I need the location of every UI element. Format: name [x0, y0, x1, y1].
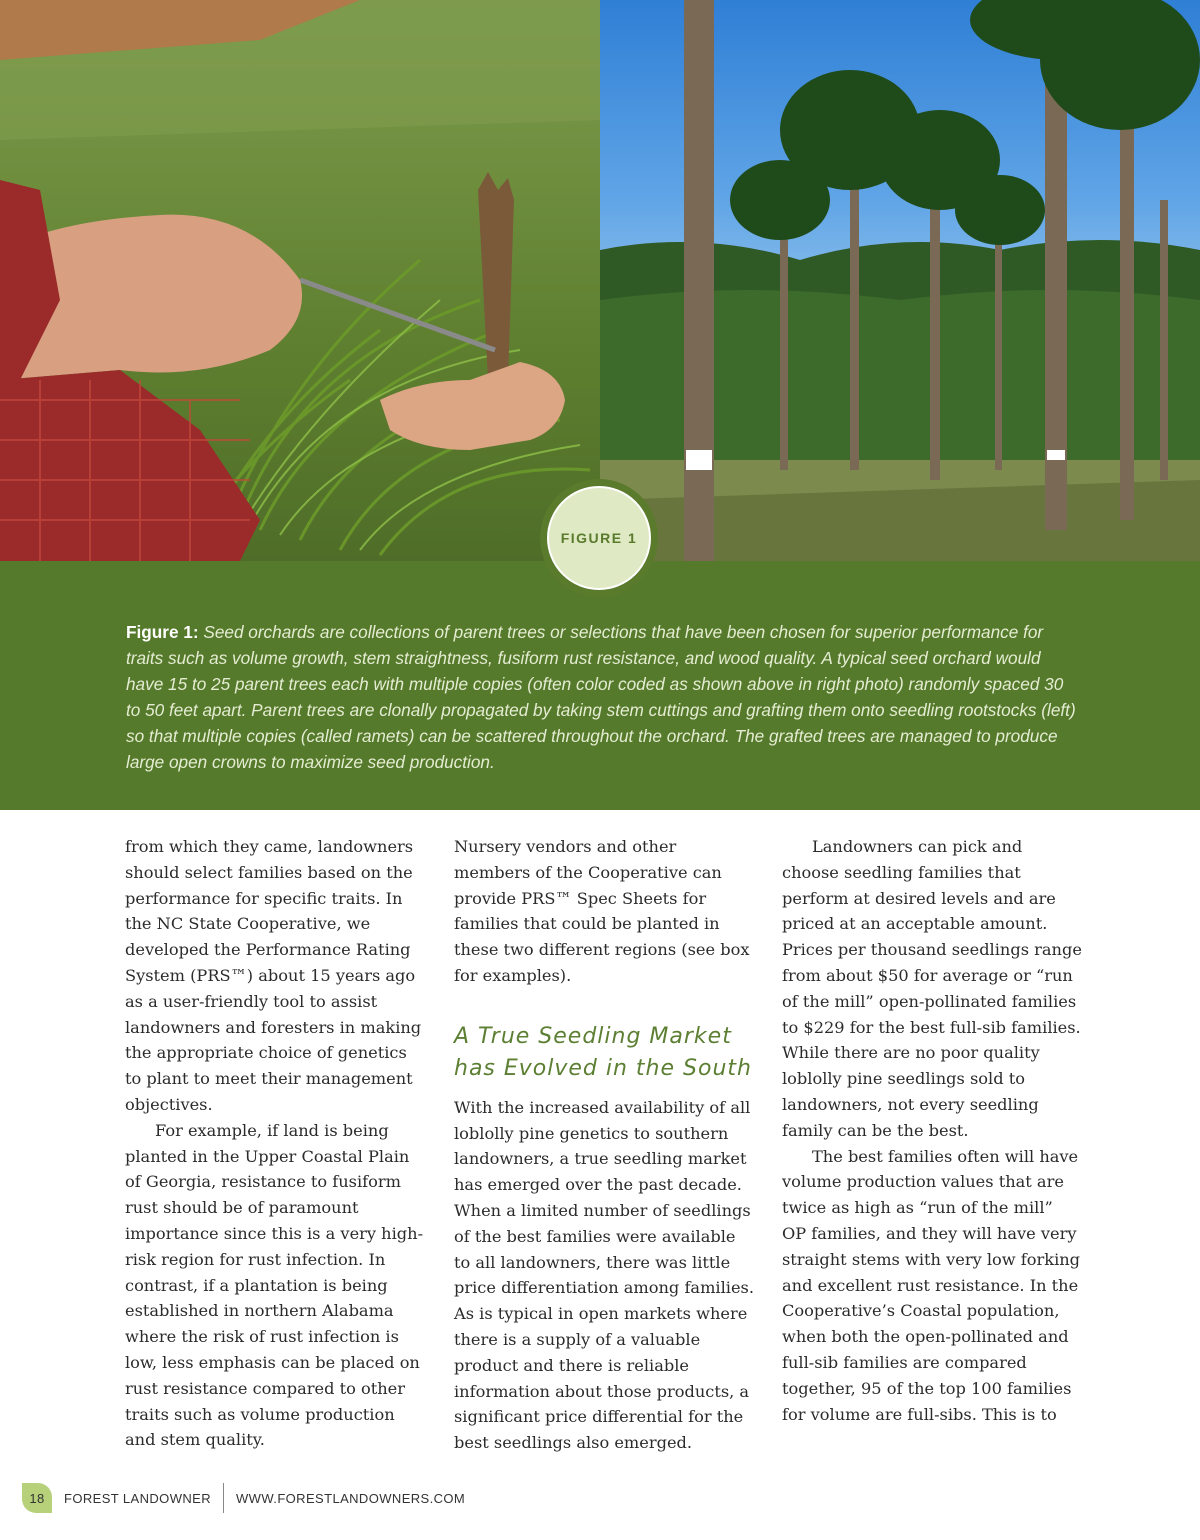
page-number: 18: [22, 1483, 52, 1513]
page-footer: [22, 1483, 465, 1513]
figure-badge-circle: [547, 486, 651, 590]
grafting-photo: [0, 0, 600, 561]
figure-badge: [540, 479, 658, 597]
publication-name: FOREST LANDOWNER: [64, 1490, 212, 1506]
website-link[interactable]: WWW.FORESTLANDOWNERS.COM: [236, 1490, 466, 1506]
paragraph: Landowners can pick and choose seedling families that perform at desired levels and are priced at an acceptable amount. Prices per thousand seedlings range from about $50 for average or “run of the mill” open-pollinated families to $229 for the best full-sib families. While there are no poor quality loblolly pine seedlings sold to landowners, not every seedling family can be the best.: [782, 837, 1082, 1140]
footer-divider: [223, 1483, 224, 1513]
orchard-illustration: [600, 0, 1200, 561]
paragraph: The best families often will have volume production values that are twice as high as “run of the mill” OP families, and they will have very straight stems with very low forking and excellent rust resistance. In the Cooperative’s Coastal population, when both the open-pollinated and full-sib families are compared together, 95 of the top 100 families for volume are full-sibs. This is to: [782, 1146, 1081, 1424]
column-3: [782, 834, 1082, 1427]
caption-lead: Figure 1:: [126, 622, 199, 642]
figure-badge-label: FIGURE 1: [560, 530, 638, 546]
column-2: [454, 834, 754, 1456]
section-heading: A True Seedling Market has Evolved in the South: [454, 1023, 752, 1081]
seed-orchard-photo: [600, 0, 1200, 561]
column-1: [125, 834, 425, 1453]
paragraph: from which they came, landowners should select families based on the performance for specific traits. In the NC State Cooperative, we developed the Performance Rating System (PRS™) about 15 years ago as a user-friendly tool to assist landowners and foresters in making the appropriate choice of genetics to plant to meet their management objectives.: [125, 837, 422, 1114]
caption-text: Seed orchards are collections of parent trees or selections that have been chosen for superior performance for traits such as volume growth, stem straightness, fusiform rust resistance, and wood quality. A typical seed orchard would have 15 to 25 parent trees each with multiple copies (often color coded as shown above in right photo) randomly spaced 30 to 50 feet apart. Parent trees are clonally propagated by taking stem cuttings and grafting them onto seedling rootstocks (left) so that multiple copies (called ramets) can be scattered throughout the orchard. The grafted trees are managed to produce large open crowns to maximize seed production.: [126, 622, 1076, 772]
paragraph: With the increased availability of all loblolly pine genetics to southern landowners, a true seedling market has emerged over the past decade. When a limited number of seedlings of the best families were available to all landowners, there was little price differentiation among families. As is typical in open markets where there is a supply of a valuable product and there is reliable information about those products, a significant price differential for the best seedlings also emerged.: [454, 1097, 754, 1453]
paragraph: Nursery vendors and other members of the Cooperative can provide PRS™ Spec Sheets for families that could be planted in these two different regions (see box for examples).: [454, 837, 750, 985]
figure-caption-band: [0, 561, 1200, 810]
figure-caption: [126, 619, 1076, 775]
grafting-illustration: [0, 0, 600, 561]
paragraph: For example, if land is being planted in the Upper Coastal Plain of Georgia, resistance to fusiform rust should be of paramount importance since this is a very high-risk region for rust infection. In contrast, if a plantation is being established in northern Alabama where the risk of rust infection is low, less emphasis can be placed on rust resistance compared to other traits such as volume production and stem quality.: [125, 1120, 424, 1450]
